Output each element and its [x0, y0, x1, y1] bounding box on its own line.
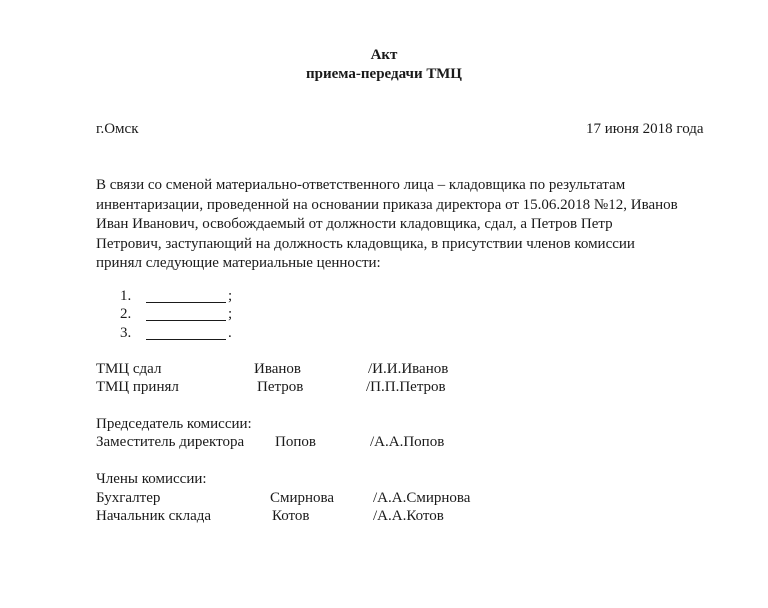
city: г.Омск — [96, 121, 139, 137]
chair-role: Заместитель директора — [96, 434, 245, 450]
blank-line — [146, 288, 226, 303]
member-signature: /А.А.Котов — [373, 508, 444, 524]
chair-heading: Председатель комиссии: — [96, 416, 252, 432]
intro-line: принял следующие материальные ценности: — [96, 255, 381, 271]
list-punct: ; — [228, 288, 233, 304]
intro-line: Петрович, заступающий на должность кладовщика, в присутствии членов комиссии — [96, 235, 635, 252]
intro-line: инвентаризации, проведенной на основании приказа директора от 15.06.2018 №12, Иванов — [96, 196, 678, 213]
document-subtitle: приема-передачи ТМЦ — [306, 66, 462, 82]
member-name: Смирнова — [270, 490, 335, 506]
intro-line: В связи со сменой материально-ответственного лица – кладовщика по результатам — [96, 177, 626, 193]
intro-line: Иван Иванович, освобождаемый от должности кладовщика, сдал, а Петров Петр — [96, 216, 613, 232]
document-date: 17 июня 2018 года — [586, 121, 704, 137]
member-name: Котов — [272, 508, 310, 524]
gave-signature: /И.И.Иванов — [368, 361, 449, 377]
gave-name: Иванов — [254, 361, 301, 377]
list-punct: ; — [228, 306, 233, 322]
document-title: Акт — [370, 47, 398, 63]
list-number: 3. — [120, 325, 132, 341]
chair-name: Попов — [275, 434, 316, 450]
member-signature: /А.А.Смирнова — [373, 490, 471, 506]
list-number: 1. — [120, 288, 132, 304]
took-signature: /П.П.Петров — [366, 379, 446, 395]
members-heading: Члены комиссии: — [96, 471, 207, 487]
chair-signature: /А.А.Попов — [370, 434, 445, 450]
blank-line — [146, 306, 226, 321]
list-punct: . — [228, 325, 232, 341]
intro-paragraph — [96, 176, 736, 274]
took-label: ТМЦ принял — [96, 379, 179, 395]
took-name: Петров — [257, 379, 304, 395]
gave-label: ТМЦ сдал — [96, 361, 162, 377]
member-role: Начальник склада — [96, 508, 212, 524]
member-role: Бухгалтер — [96, 490, 161, 506]
list-number: 2. — [120, 306, 132, 322]
blank-line — [146, 325, 226, 340]
